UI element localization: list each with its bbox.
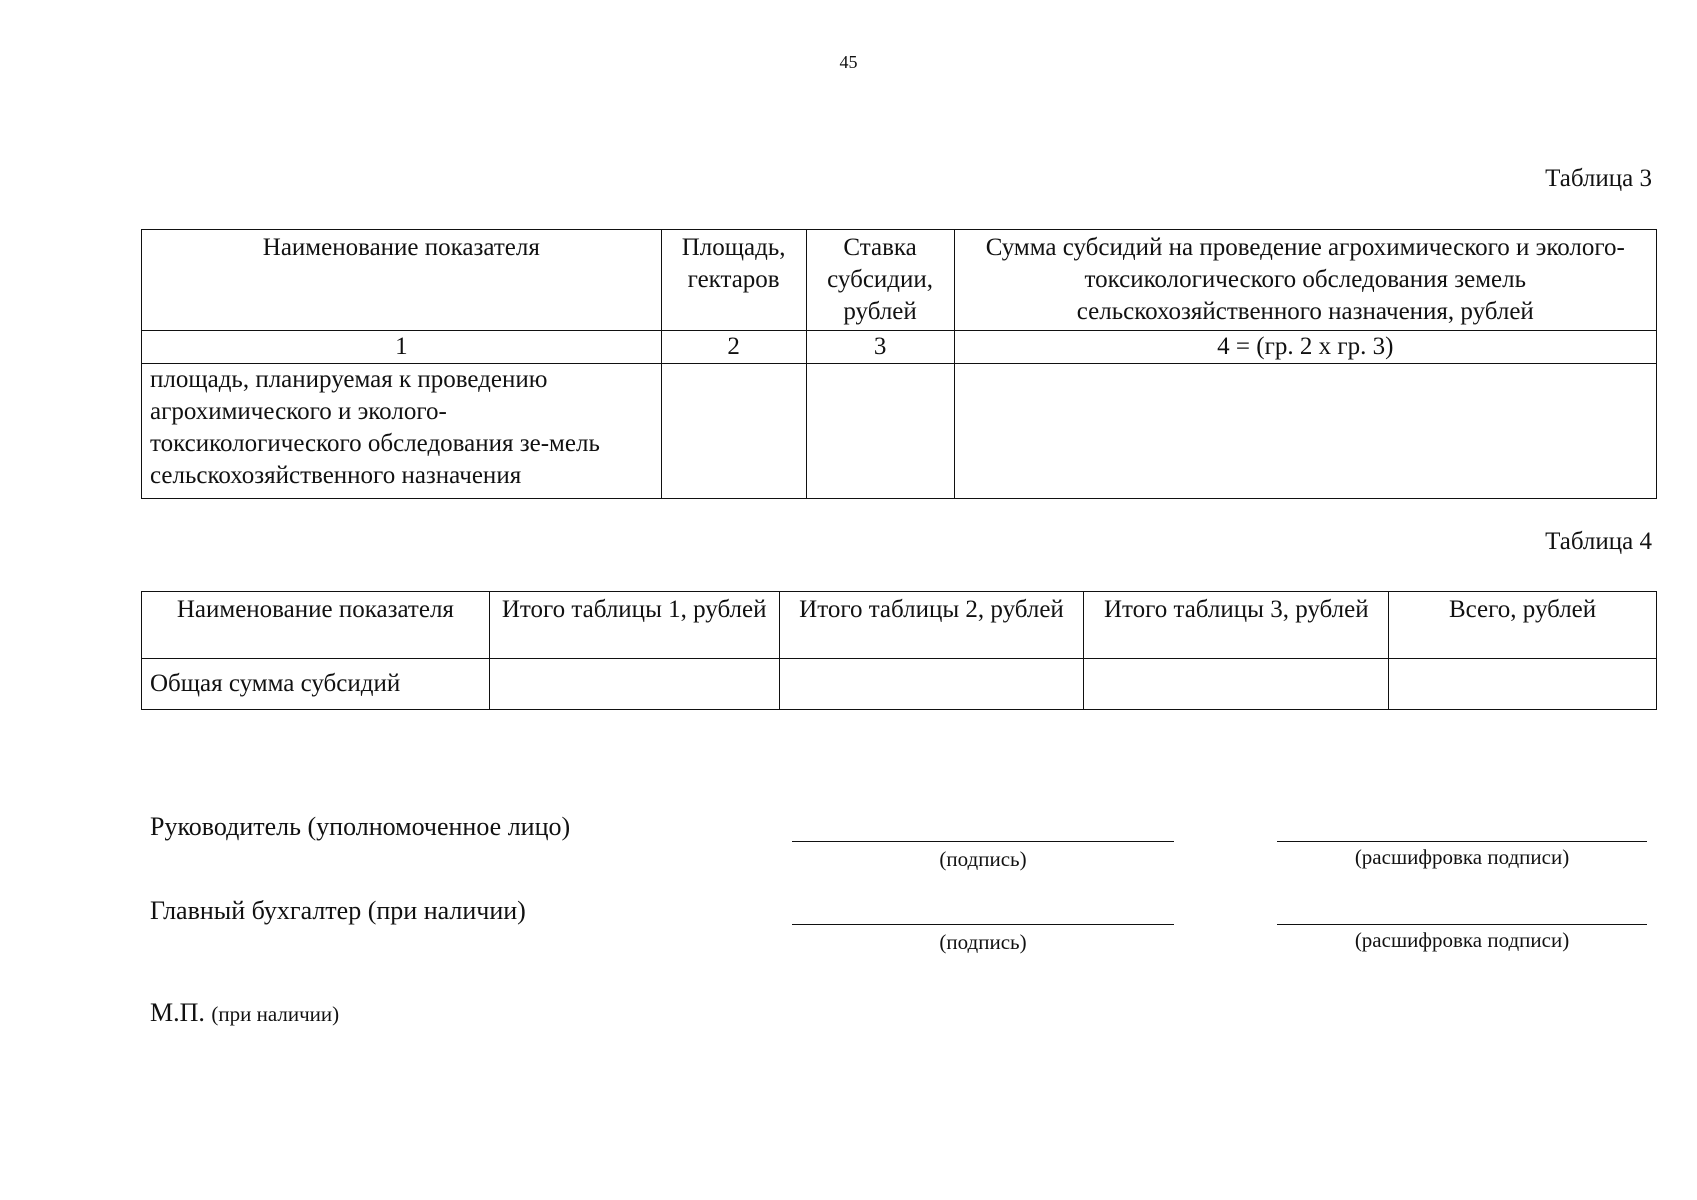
table3-row bbox=[142, 364, 1657, 499]
table3-header-sum: Сумма субсидий на проведение агрохимического и эколого-токсикологического обследования земель сельскохозяйственного назначения, рублей bbox=[954, 230, 1656, 331]
table3-cell-rate[interactable] bbox=[806, 364, 954, 499]
accountant-decoding-hint: (расшифровка подписи) bbox=[1354, 928, 1570, 952]
table4-header-name: Наименование показателя bbox=[142, 592, 490, 659]
table4-header-total1: Итого таблицы 1, рублей bbox=[489, 592, 779, 659]
head-decoding-hint: (расшифровка подписи) bbox=[1354, 845, 1570, 869]
table4-cell-total2[interactable] bbox=[779, 659, 1084, 710]
table3-col-number-3: 3 bbox=[806, 331, 954, 364]
table3-cell-area[interactable] bbox=[661, 364, 806, 499]
table4-caption: Таблица 4 bbox=[1545, 528, 1652, 555]
table3-col-number-2: 2 bbox=[661, 331, 806, 364]
table3-caption: Таблица 3 bbox=[1545, 165, 1652, 192]
table4-header-grand-total: Всего, рублей bbox=[1389, 592, 1657, 659]
table4 bbox=[141, 591, 1657, 710]
stamp-label: М.П. bbox=[150, 998, 205, 1027]
table4-cell-total3[interactable] bbox=[1084, 659, 1389, 710]
head-signatory-label: Руководитель (уполномоченное лицо) bbox=[150, 812, 571, 841]
table4-header-row bbox=[142, 592, 1657, 659]
table3-header-area: Площадь, гектаров bbox=[661, 230, 806, 331]
head-signature-line[interactable] bbox=[792, 841, 1174, 842]
table4-cell-grand-total[interactable] bbox=[1389, 659, 1657, 710]
page-number: 45 bbox=[839, 52, 858, 72]
table3-number-row bbox=[142, 331, 1657, 364]
table3-row-label: площадь, планируемая к проведению агрохимического и эколого-токсикологического обследования зе-мель сельскохозяйственного назначения bbox=[142, 364, 662, 499]
accountant-signatory-label: Главный бухгалтер (при наличии) bbox=[150, 896, 526, 925]
table3 bbox=[141, 229, 1657, 499]
table4-row bbox=[142, 659, 1657, 710]
accountant-decoding-line[interactable] bbox=[1277, 924, 1647, 925]
table3-col-number-1: 1 bbox=[142, 331, 662, 364]
table3-col-number-4: 4 = (гр. 2 х гр. 3) bbox=[954, 331, 1656, 364]
table3-cell-sum[interactable] bbox=[954, 364, 1656, 499]
head-signature-hint: (подпись) bbox=[939, 847, 1027, 871]
table4-header-total3: Итого таблицы 3, рублей bbox=[1084, 592, 1389, 659]
table3-header-row bbox=[142, 230, 1657, 331]
stamp-note: (при наличии) bbox=[211, 1002, 340, 1026]
table3-header-rate: Ставка субсидии, рублей bbox=[806, 230, 954, 331]
table3-header-name: Наименование показателя bbox=[142, 230, 662, 331]
table4-row-label: Общая сумма субсидий bbox=[142, 659, 490, 710]
accountant-signature-hint: (подпись) bbox=[939, 930, 1027, 954]
table4-cell-total1[interactable] bbox=[489, 659, 779, 710]
stamp-placeholder bbox=[150, 998, 339, 1028]
head-decoding-line[interactable] bbox=[1277, 841, 1647, 842]
accountant-signature-line[interactable] bbox=[792, 924, 1174, 925]
table4-header-total2: Итого таблицы 2, рублей bbox=[779, 592, 1084, 659]
